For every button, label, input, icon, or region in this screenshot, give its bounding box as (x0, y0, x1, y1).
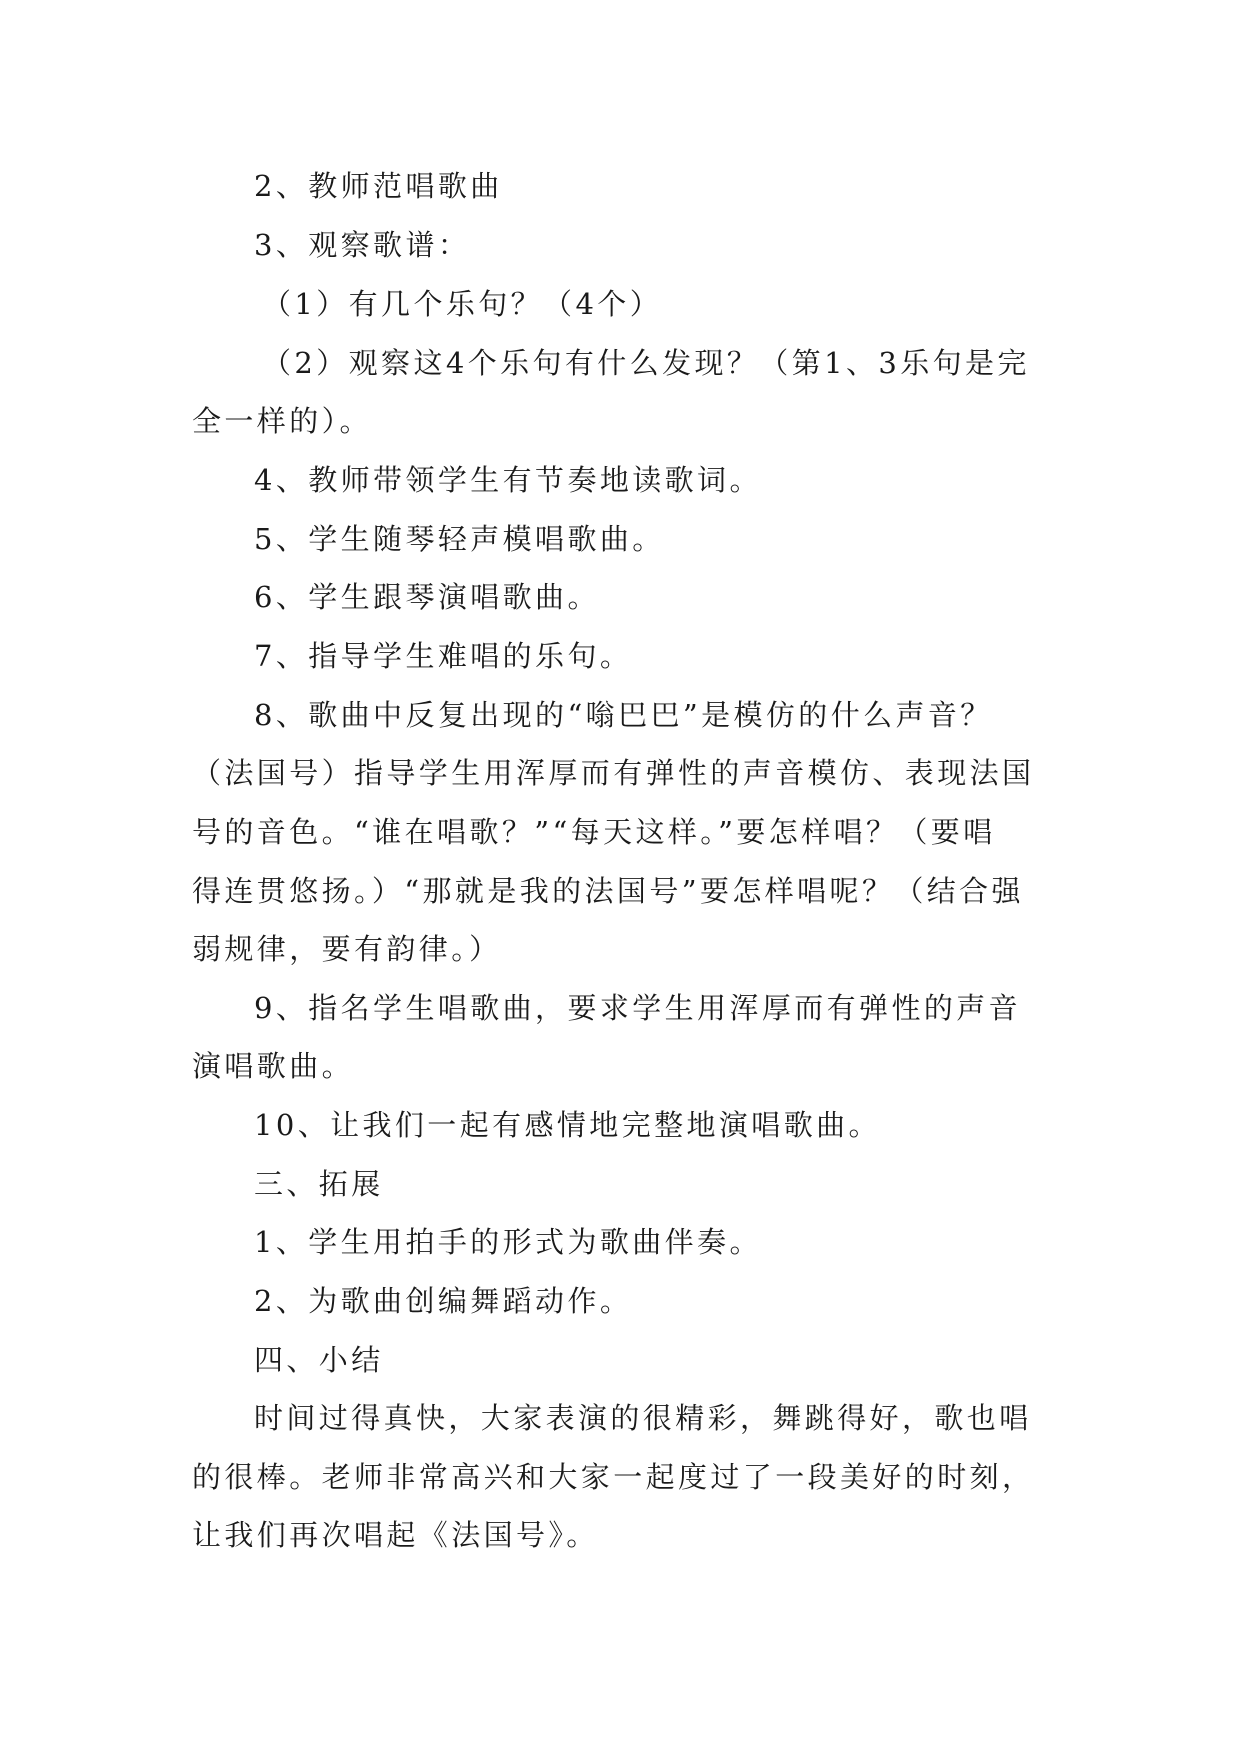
text-line-difficult-phrase: 7、指导学生难唱的乐句。 (254, 639, 633, 673)
text-line-clap-accompany: 1、学生用拍手的形式为歌曲伴奏。 (254, 1225, 762, 1259)
text-line-timbre: 号的音色。“谁在唱歌？”“每天这样。”要怎样唱？（要唱 (192, 815, 996, 849)
text-line-summary-1: 时间过得真快，大家表演的很精彩，舞跳得好，歌也唱 (254, 1401, 1032, 1435)
text-line-read-lyrics: 4、教师带领学生有节奏地读歌词。 (254, 463, 762, 497)
text-line-hum-along: 5、学生随琴轻声模唱歌曲。 (254, 522, 665, 556)
text-line-sing-together: 10、让我们一起有感情地完整地演唱歌曲。 (254, 1108, 881, 1142)
text-line-legato: 得连贯悠扬。）“那就是我的法国号”要怎样唱呢？（结合强 (192, 874, 1024, 908)
text-line-french-horn-guide: （法国号）指导学生用浑厚而有弹性的声音模仿、表现法国 (192, 756, 1035, 790)
text-line-observe-score: 3、观察歌谱： (254, 228, 471, 262)
text-line-sing-along: 6、学生跟琴演唱歌曲。 (254, 580, 600, 614)
text-line-named-student: 9、指名学生唱歌曲，要求学生用浑厚而有弹性的声音 (254, 991, 1022, 1025)
text-line-phrase-discovery-cont: 全一样的）。 (192, 404, 372, 438)
section-heading-extension: 三、拓展 (254, 1167, 384, 1201)
text-line-rhythm-rule: 弱规律，要有韵律。） (192, 932, 502, 966)
section-heading-summary: 四、小结 (254, 1343, 384, 1377)
text-line-phrase-count: （1）有几个乐句？（4个） (262, 287, 663, 321)
text-line-phrase-discovery: （2）观察这4个乐句有什么发现？（第1、3乐句是完 (262, 346, 1030, 380)
text-line-summary-3: 让我们再次唱起《法国号》。 (192, 1518, 599, 1552)
text-line-dance-moves: 2、为歌曲创编舞蹈动作。 (254, 1284, 633, 1318)
text-line-wengbaba-question: 8、歌曲中反复出现的“嗡巴巴”是模仿的什么声音？ (254, 698, 993, 732)
text-line-summary-2: 的很棒。老师非常高兴和大家一起度过了一段美好的时刻， (192, 1460, 1035, 1494)
text-line-teacher-demo: 2、教师范唱歌曲 (254, 169, 503, 203)
text-line-named-student-cont: 演唱歌曲。 (192, 1049, 355, 1083)
